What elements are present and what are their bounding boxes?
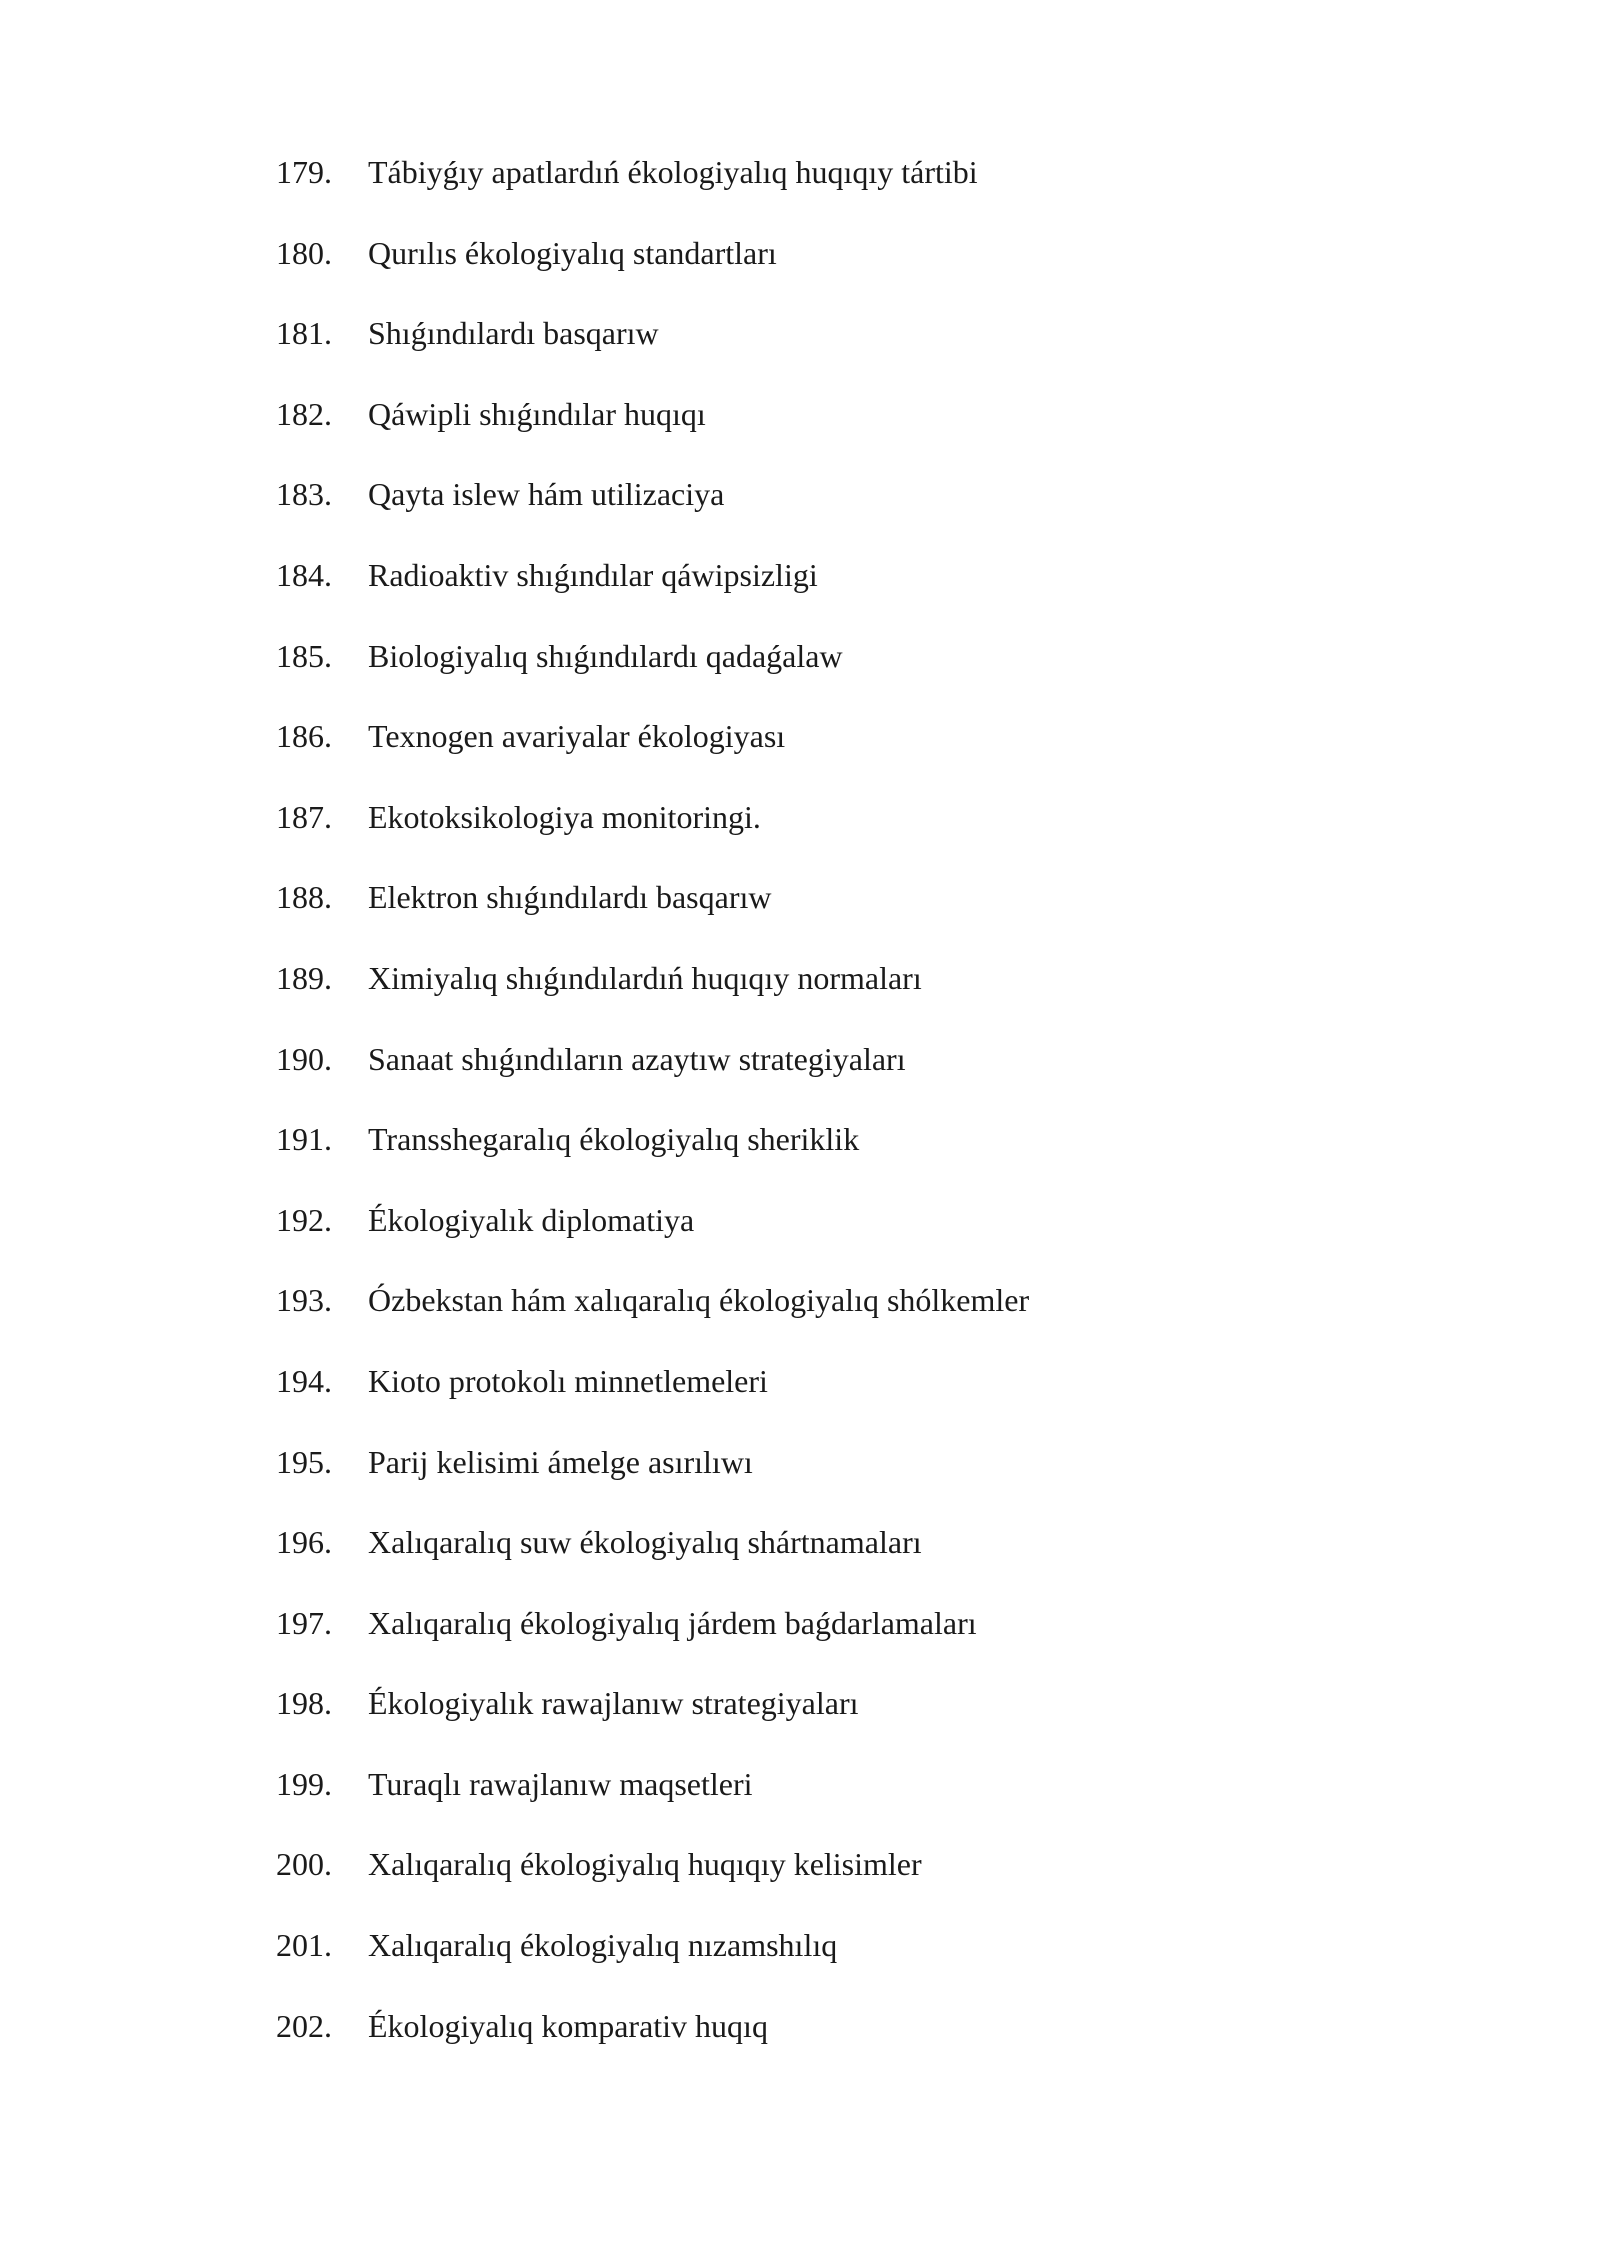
list-item <box>276 229 1029 310</box>
item-number: 182. <box>276 395 332 432</box>
list-item <box>276 1921 1029 2002</box>
list-item <box>276 1035 1029 1116</box>
item-text: Transshegaralıq ékologiyalıq sheriklik <box>368 1121 860 1158</box>
list-item <box>276 148 1029 229</box>
item-text: Texnogen avariyalar ékologiyası <box>368 718 786 755</box>
list-item <box>276 2002 1029 2083</box>
list-item <box>276 632 1029 713</box>
list-item <box>276 1438 1029 1519</box>
item-number: 180. <box>276 234 332 271</box>
item-number: 202. <box>276 2007 332 2044</box>
item-number: 183. <box>276 476 332 513</box>
item-text: Ékologiyalıq komparativ huqıq <box>368 2007 768 2044</box>
list-item <box>276 1599 1029 1680</box>
item-text: Elektron shıǵındılardı basqarıw <box>368 879 772 916</box>
list-item <box>276 1196 1029 1277</box>
numbered-list <box>276 148 1029 2082</box>
item-number: 194. <box>276 1362 332 1399</box>
item-number: 193. <box>276 1282 332 1319</box>
item-text: Biologiyalıq shıǵındılardı qadaǵalaw <box>368 637 843 674</box>
item-text: Ékologiyalık rawajlanıw strategiyaları <box>368 1685 859 1722</box>
list-item <box>276 1357 1029 1438</box>
item-text: Kioto protokolı minnetlemeleri <box>368 1362 768 1399</box>
list-item <box>276 1840 1029 1921</box>
list-item <box>276 793 1029 874</box>
item-text: Sanaat shıǵındıların azaytıw strategiyaları <box>368 1040 906 1077</box>
item-number: 189. <box>276 959 332 996</box>
list-item <box>276 390 1029 471</box>
list-item <box>276 1679 1029 1760</box>
item-text: Xalıqaralıq ékologiyalıq járdem baǵdarlamaları <box>368 1604 977 1641</box>
item-number: 190. <box>276 1040 332 1077</box>
item-text: Qayta islew hám utilizaciya <box>368 476 725 513</box>
list-item <box>276 1518 1029 1599</box>
item-number: 181. <box>276 315 332 352</box>
list-item <box>276 712 1029 793</box>
item-number: 186. <box>276 718 332 755</box>
item-number: 198. <box>276 1685 332 1722</box>
item-number: 179. <box>276 154 332 190</box>
item-text: Xalıqaralıq ékologiyalıq nızamshılıq <box>368 1927 838 1964</box>
item-number: 195. <box>276 1443 332 1480</box>
item-text: Qurılıs ékologiyalıq standartları <box>368 234 777 271</box>
list-item <box>276 1760 1029 1841</box>
list-item <box>276 309 1029 390</box>
item-text: Xalıqaralıq ékologiyalıq huqıqıy kelisimler <box>368 1846 922 1883</box>
list-item <box>276 954 1029 1035</box>
item-number: 188. <box>276 879 332 916</box>
item-text: Tábiyǵıy apatlardıń ékologiyalıq huqıqıy tártibi <box>368 154 978 190</box>
list-item <box>276 873 1029 954</box>
list-item <box>276 551 1029 632</box>
item-text: Ekotoksikologiya monitoringi. <box>368 798 761 835</box>
item-number: 184. <box>276 556 332 593</box>
item-text: Turaqlı rawajlanıw maqsetleri <box>368 1765 753 1802</box>
item-number: 200. <box>276 1846 332 1883</box>
item-text: Ximiyalıq shıǵındılardıń huqıqıy normaları <box>368 959 922 996</box>
item-text: Ózbekstan hám xalıqaralıq ékologiyalıq shólkemler <box>368 1282 1030 1319</box>
list-item <box>276 1276 1029 1357</box>
item-text: Radioaktiv shıǵındılar qáwipsizligi <box>368 556 818 593</box>
item-number: 199. <box>276 1765 332 1802</box>
item-number: 185. <box>276 637 332 674</box>
list-item <box>276 470 1029 551</box>
item-text: Parij kelisimi ámelge asırılıwı <box>368 1443 753 1480</box>
item-number: 201. <box>276 1927 332 1964</box>
item-number: 191. <box>276 1121 332 1158</box>
item-number: 197. <box>276 1604 332 1641</box>
list-item <box>276 1115 1029 1196</box>
item-text: Ékologiyalık diplomatiya <box>368 1201 695 1238</box>
item-text: Qáwipli shıǵındılar huqıqı <box>368 395 706 432</box>
item-text: Shıǵındılardı basqarıw <box>368 315 659 352</box>
item-number: 196. <box>276 1524 332 1561</box>
item-number: 187. <box>276 798 332 835</box>
item-text: Xalıqaralıq suw ékologiyalıq shártnamaları <box>368 1524 922 1561</box>
item-number: 192. <box>276 1201 332 1238</box>
